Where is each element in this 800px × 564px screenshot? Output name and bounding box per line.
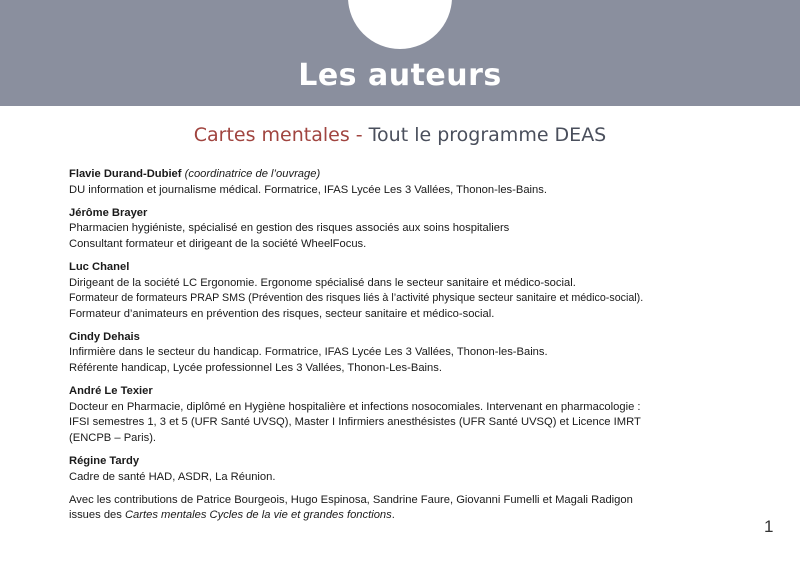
author-block bbox=[69, 384, 739, 446]
author-name: Luc Chanel bbox=[69, 260, 130, 273]
author-name: Cindy Dehais bbox=[69, 330, 140, 343]
author-line: Formateur d’animateurs en prévention des risques, secteur sanitaire et médico-social. bbox=[69, 307, 495, 320]
decorative-circle bbox=[348, 0, 452, 49]
header-banner bbox=[0, 0, 800, 106]
subtitle-program: Tout le programme DEAS bbox=[368, 124, 607, 146]
source-book-title: Cartes mentales Cycles de la vie et grandes fonctions bbox=[124, 509, 392, 522]
author-name: Jérôme Brayer bbox=[69, 206, 148, 219]
subtitle-series: Cartes mentales - bbox=[193, 124, 369, 146]
contributions-note bbox=[69, 493, 739, 524]
contributions-prefix: issues des bbox=[69, 509, 125, 522]
author-block bbox=[69, 167, 739, 198]
author-line: Pharmacien hygiéniste, spécialisé en gestion des risques associés aux soins hospitaliers bbox=[69, 222, 510, 235]
author-name: André Le Texier bbox=[69, 385, 153, 398]
author-line: Infirmière dans le secteur du handicap. Formatrice, IFAS Lycée Les 3 Vallées, Thonon-les-Bains. bbox=[69, 346, 548, 359]
author-line: Cadre de santé HAD, ASDR, La Réunion. bbox=[69, 470, 276, 483]
author-line: Consultant formateur et dirigeant de la société WheelFocus. bbox=[69, 237, 367, 250]
author-name: Flavie Durand-Dubief bbox=[69, 168, 182, 180]
author-line: DU information et journalisme médical. Formatrice, IFAS Lycée Les 3 Vallées, Thonon-les-Bains. bbox=[69, 183, 547, 196]
book-subtitle bbox=[0, 124, 800, 146]
author-line: Référente handicap, Lycée professionnel Les 3 Vallées, Thonon-Les-Bains. bbox=[69, 362, 442, 375]
contributions-line: Avec les contributions de Patrice Bourgeois, Hugo Espinosa, Sandrine Faure, Giovanni Fumelli et Magali Radigon bbox=[69, 493, 633, 506]
author-line: (ENCPB – Paris). bbox=[69, 431, 157, 444]
author-block bbox=[69, 330, 739, 377]
author-line: Dirigeant de la société LC Ergonomie. Ergonome spécialisé dans le secteur sanitaire et médico-social. bbox=[69, 276, 576, 289]
author-role: (coordinatrice de l’ouvrage) bbox=[184, 168, 321, 180]
author-line: IFSI semestres 1, 3 et 5 (UFR Santé UVSQ), Master I Infirmiers anesthésistes (UFR Santé UVSQ) et Licence IMRT bbox=[69, 416, 641, 429]
author-block bbox=[69, 454, 739, 485]
author-line: Formateur de formateurs PRAP SMS (Prévention des risques liés à l’activité physique secteur sanitaire et médico-social). bbox=[69, 292, 644, 305]
author-block bbox=[69, 260, 739, 322]
contributions-suffix: . bbox=[391, 509, 395, 522]
author-name: Régine Tardy bbox=[69, 455, 140, 467]
author-block bbox=[69, 206, 739, 253]
page-title: Les auteurs bbox=[298, 58, 502, 93]
page-number: 1 bbox=[764, 517, 774, 536]
author-line: Docteur en Pharmacie, diplômé en Hygiène hospitalière et infections nosocomiales. Intervenant en pharmacologie : bbox=[69, 400, 641, 413]
authors-list bbox=[69, 167, 739, 524]
